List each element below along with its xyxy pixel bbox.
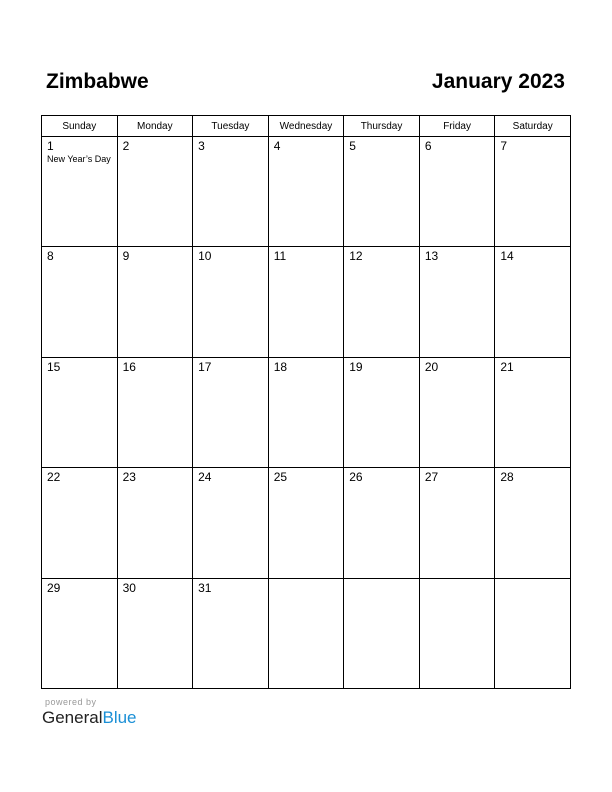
day-number: 16 bbox=[122, 359, 136, 374]
day-number: 31 bbox=[198, 580, 212, 595]
day-cell bbox=[419, 357, 495, 467]
day-cell bbox=[42, 578, 118, 688]
day-number: 28 bbox=[500, 470, 514, 485]
day-cell bbox=[344, 578, 420, 688]
month-year-title: January 2023 bbox=[431, 70, 565, 93]
day-number: 1 bbox=[47, 139, 54, 153]
day-number: 25 bbox=[273, 470, 288, 485]
day-cell bbox=[193, 357, 269, 467]
day-number: 18 bbox=[273, 359, 288, 374]
day-number bbox=[420, 579, 495, 582]
day-number: 8 bbox=[47, 249, 54, 264]
day-cell bbox=[344, 468, 420, 578]
day-number: 27 bbox=[424, 470, 439, 485]
day-cell bbox=[193, 247, 269, 357]
day-number: 5 bbox=[349, 139, 356, 153]
day-cell bbox=[117, 578, 193, 688]
day-cell bbox=[344, 247, 420, 357]
week-row bbox=[42, 137, 571, 247]
day-number: 21 bbox=[500, 359, 514, 374]
day-cell bbox=[344, 137, 420, 247]
day-cell bbox=[268, 137, 344, 247]
day-number: 11 bbox=[273, 249, 287, 264]
day-cell bbox=[495, 468, 571, 578]
day-cell bbox=[268, 578, 344, 688]
day-number: 2 bbox=[122, 139, 130, 153]
week-row bbox=[42, 578, 571, 688]
day-number: 20 bbox=[424, 359, 439, 374]
day-cell bbox=[419, 247, 495, 357]
day-cell bbox=[193, 137, 269, 247]
day-cell bbox=[495, 137, 571, 247]
day-cell bbox=[193, 468, 269, 578]
day-number bbox=[344, 579, 419, 582]
day-cell bbox=[268, 247, 344, 357]
weekday-thursday: Thursday bbox=[344, 116, 420, 137]
day-number: 19 bbox=[349, 359, 363, 374]
day-number: 13 bbox=[424, 249, 439, 264]
country-title: Zimbabwe bbox=[46, 70, 149, 93]
weekday-header-row bbox=[42, 116, 571, 137]
week-row bbox=[42, 468, 571, 578]
calendar-grid bbox=[41, 115, 571, 689]
weekday-saturday: Saturday bbox=[495, 116, 571, 137]
day-number: 29 bbox=[47, 580, 61, 595]
day-cell bbox=[117, 137, 193, 247]
day-cell bbox=[419, 468, 495, 578]
holiday-label: New Year’s Day bbox=[47, 154, 111, 164]
day-cell bbox=[268, 357, 344, 467]
day-number: 24 bbox=[198, 470, 212, 485]
day-cell bbox=[117, 247, 193, 357]
day-cell bbox=[344, 357, 420, 467]
day-cell bbox=[117, 468, 193, 578]
day-cell bbox=[193, 578, 269, 688]
day-number: 22 bbox=[47, 470, 61, 485]
day-number: 7 bbox=[500, 139, 508, 153]
day-number: 30 bbox=[122, 580, 136, 595]
day-cell bbox=[419, 137, 495, 247]
day-cell bbox=[42, 468, 118, 578]
day-number: 26 bbox=[349, 470, 363, 485]
day-cell bbox=[42, 247, 118, 357]
day-number: 6 bbox=[424, 139, 432, 153]
day-cell bbox=[495, 357, 571, 467]
weekday-friday: Friday bbox=[419, 116, 495, 137]
day-number bbox=[495, 579, 570, 582]
weekday-tuesday: Tuesday bbox=[193, 116, 269, 137]
weekday-wednesday: Wednesday bbox=[268, 116, 344, 137]
powered-by-label: powered by bbox=[45, 697, 97, 707]
day-cell bbox=[42, 357, 118, 467]
day-number: 10 bbox=[198, 249, 212, 264]
brand-general-text: General bbox=[42, 708, 103, 727]
generalblue-logo[interactable] bbox=[42, 708, 137, 728]
day-number: 14 bbox=[500, 249, 514, 264]
day-number: 23 bbox=[122, 470, 136, 485]
week-row bbox=[42, 247, 571, 357]
brand-blue-text: Blue bbox=[102, 708, 137, 727]
day-number: 3 bbox=[198, 139, 205, 153]
day-cell bbox=[117, 357, 193, 467]
day-cell bbox=[42, 137, 118, 247]
weekday-sunday: Sunday bbox=[42, 116, 118, 137]
day-cell bbox=[419, 578, 495, 688]
day-cell bbox=[495, 247, 571, 357]
week-row bbox=[42, 357, 571, 467]
day-number: 4 bbox=[273, 139, 281, 153]
weekday-monday: Monday bbox=[117, 116, 193, 137]
day-number: 15 bbox=[47, 359, 61, 374]
day-number: 12 bbox=[349, 249, 363, 264]
day-cell bbox=[268, 468, 344, 578]
day-number: 17 bbox=[198, 359, 212, 374]
day-number: 9 bbox=[122, 249, 130, 264]
day-cell bbox=[495, 578, 571, 688]
day-number bbox=[269, 579, 344, 582]
